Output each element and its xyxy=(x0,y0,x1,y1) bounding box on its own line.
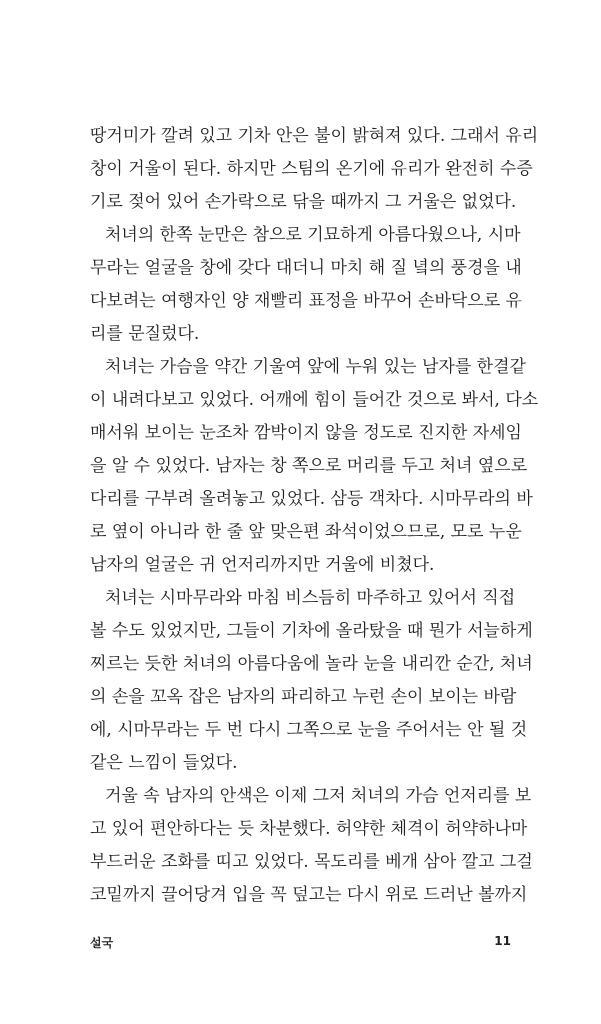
text-line: 볼 수도 있었지만, 그들이 기차에 올라탔을 때 뭔가 서늘하게 xyxy=(90,621,533,641)
text-line: 기로 젖어 있어 손가락으로 닦을 때까지 그 거울은 없었다. xyxy=(90,192,517,212)
text-line: 다리를 구부려 올려놓고 있었다. 삼등 객차다. 시마무라의 바 xyxy=(90,489,533,509)
paragraph xyxy=(90,219,522,351)
text-line: 다보려는 여행자인 양 재빨리 표정을 바꾸어 손바닥으로 유 xyxy=(90,291,522,311)
text-line: 고 있어 편안하다는 듯 차분했다. 허약한 체격이 허약하나마 xyxy=(90,819,528,839)
text-line: 처녀는 시마무라와 마침 비스듬히 마주하고 있어서 직접 xyxy=(105,588,516,608)
text-line: 을 알 수 있었다. 남자는 창 쪽으로 머리를 두고 처녀 옆으로 xyxy=(90,456,528,476)
text-line: 찌르는 듯한 처녀의 아름다움에 놀라 눈을 내리깐 순간, 처녀 xyxy=(90,654,533,674)
text-line: 의 손을 꼬옥 잡은 남자의 파리하고 누런 손이 보이는 바람 xyxy=(90,687,517,707)
text-line: 매서워 보이는 눈조차 깜박이지 않을 정도로 진지한 자세임 xyxy=(90,423,522,443)
text-line: 에, 시마무라는 두 번 다시 그쪽으로 눈을 주어서는 안 될 것 xyxy=(90,720,528,740)
text-line: 이 내려다보고 있었다. 어깨에 힘이 들어간 것으로 봐서, 다소 xyxy=(90,390,539,410)
page-number: 11 xyxy=(494,934,511,948)
text-line: 부드러운 조화를 띠고 있었다. 목도리를 베개 삼아 깔고 그걸 xyxy=(90,852,533,872)
text-line: 땅거미가 깔려 있고 기차 안은 불이 밝혀져 있다. 그래서 유리 xyxy=(90,126,539,146)
text-line: 남자의 얼굴은 귀 언저리까지만 거울에 비쳤다. xyxy=(90,555,435,575)
body-text xyxy=(90,120,539,912)
text-line: 로 옆이 아니라 한 줄 앞 맞은편 좌석이었으므로, 모로 누운 xyxy=(90,522,522,542)
text-line: 무라는 얼굴을 창에 갖다 대더니 마치 해 질 녘의 풍경을 내 xyxy=(90,258,522,278)
paragraph xyxy=(90,120,539,219)
running-footer-title: 설국 xyxy=(90,936,114,950)
text-line: 처녀는 가슴을 약간 기울여 앞에 누워 있는 남자를 한결같 xyxy=(105,357,526,377)
text-line: 리를 문질렀다. xyxy=(90,324,200,344)
text-line: 같은 느낌이 들었다. xyxy=(90,753,238,773)
paragraph xyxy=(90,780,533,912)
text-line: 창이 거울이 된다. 하지만 스팀의 온기에 유리가 완전히 수증 xyxy=(90,159,533,179)
text-line: 코밑까지 끌어당겨 입을 꼭 덮고는 다시 위로 드러난 볼까지 xyxy=(90,885,528,905)
paragraph xyxy=(90,351,539,582)
text-line: 거울 속 남자의 안색은 이제 그저 처녀의 가슴 언저리를 보 xyxy=(105,786,532,806)
paragraph xyxy=(90,582,533,780)
text-line: 처녀의 한쪽 눈만은 참으로 기묘하게 아름다웠으나, 시마 xyxy=(105,225,521,245)
